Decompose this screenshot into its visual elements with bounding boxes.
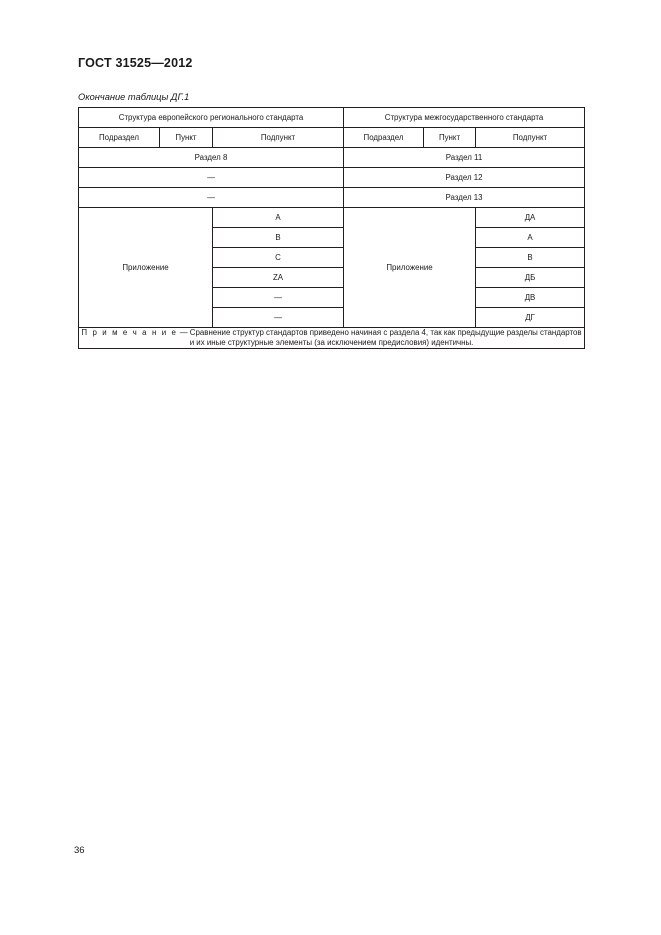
table-row [79, 148, 585, 168]
row-left-value: — [79, 168, 344, 188]
appendix-label-left: Приложение [79, 208, 213, 328]
appendix-item-left: — [213, 288, 344, 308]
table-row [79, 168, 585, 188]
appendix-item-right: ДБ [476, 268, 585, 288]
row-right-value: Раздел 13 [344, 188, 585, 208]
row-left-value: — [79, 188, 344, 208]
appendix-item-left: A [213, 208, 344, 228]
row-left-value: Раздел 8 [79, 148, 344, 168]
appendix-item-left: B [213, 228, 344, 248]
row-right-value: Раздел 11 [344, 148, 585, 168]
column-header-subsection-right: Подраздел [344, 128, 424, 148]
group-header-european: Структура европейского регионального стандарта [79, 108, 344, 128]
column-header-item-left: Пункт [160, 128, 213, 148]
note-text: — Сравнение структур стандартов приведено начиная с раздела 4, так как предыдущие разделы стандартов и их иные структурные элементы (за исключением предисловия) идентичны. [177, 328, 582, 347]
column-header-item-right: Пункт [424, 128, 476, 148]
appendix-item-right: ДА [476, 208, 585, 228]
appendix-item-right: ДГ [476, 308, 585, 328]
table-row [79, 188, 585, 208]
column-header-subitem-left: Подпункт [213, 128, 344, 148]
table-note [79, 328, 585, 349]
page-title: ГОСТ 31525—2012 [78, 56, 193, 70]
column-header-subitem-right: Подпункт [476, 128, 585, 148]
page-number: 36 [74, 845, 85, 856]
appendix-label-right: Приложение [344, 208, 476, 328]
table-caption: Окончание таблицы ДГ.1 [78, 92, 190, 102]
appendix-item-left: ZA [213, 268, 344, 288]
appendix-item-right: А [476, 228, 585, 248]
appendix-item-left: — [213, 308, 344, 328]
column-header-subsection-left: Подраздел [79, 128, 160, 148]
note-label: П р и м е ч а н и е [81, 328, 178, 337]
table-column-header-row [79, 128, 585, 148]
structure-comparison-table [78, 107, 585, 349]
appendix-item-right: ДВ [476, 288, 585, 308]
appendix-item-left: C [213, 248, 344, 268]
appendix-item-right: В [476, 248, 585, 268]
table-note-row [79, 328, 585, 349]
row-right-value: Раздел 12 [344, 168, 585, 188]
group-header-interstate: Структура межгосударственного стандарта [344, 108, 585, 128]
table-group-header-row [79, 108, 585, 128]
appendix-row [79, 208, 585, 228]
